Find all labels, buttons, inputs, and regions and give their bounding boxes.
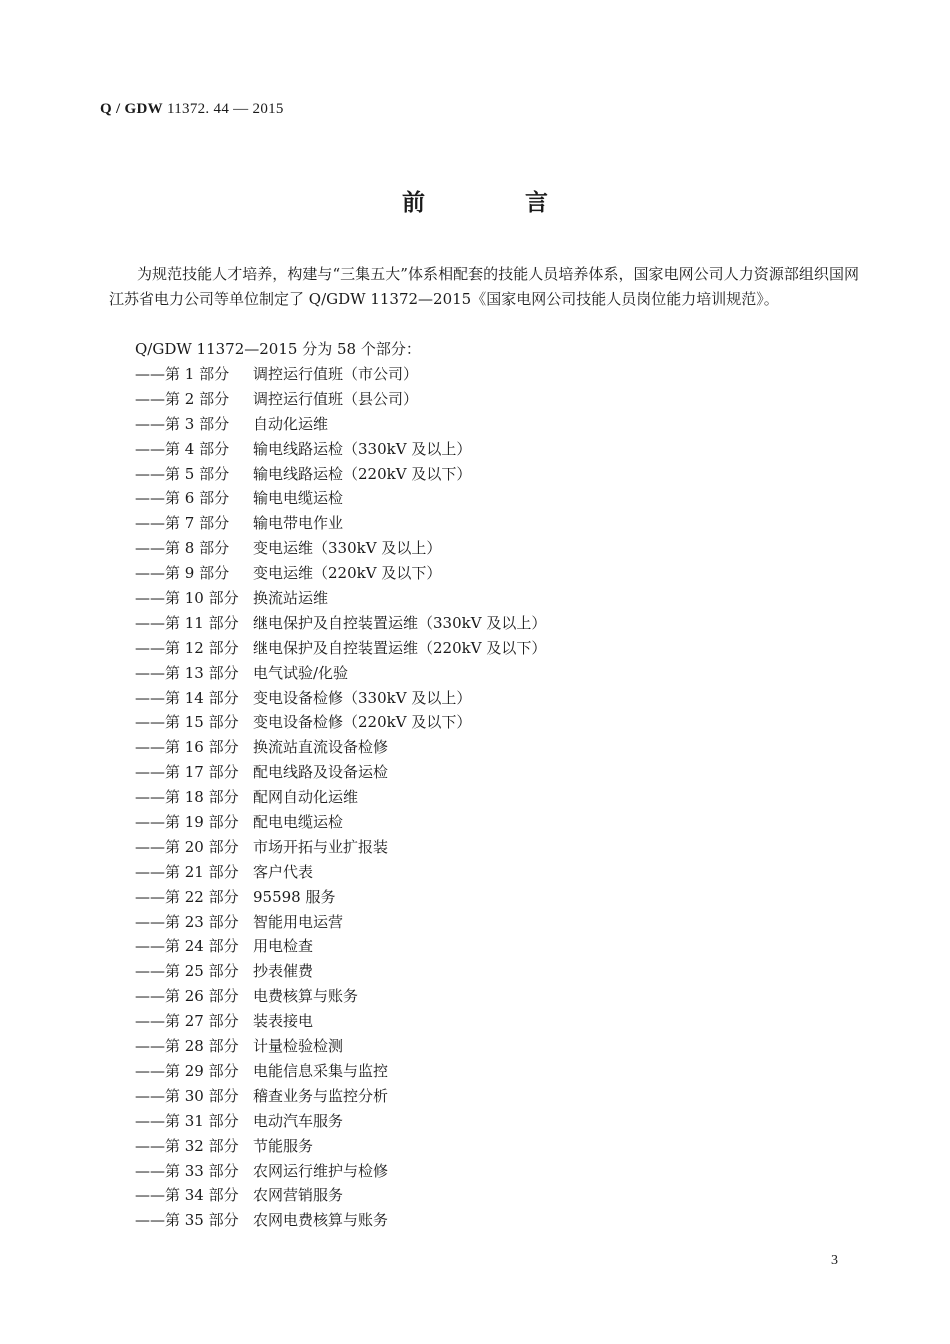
- part-number: ——第 24 部分: [135, 937, 239, 956]
- part-number: ——第 1 部分: [135, 365, 230, 383]
- part-name: 变电运维（220kV 及以下）: [253, 564, 442, 583]
- part-item: [135, 636, 546, 661]
- parts-summary: Q/GDW 11372—2015 分为 58 个部分：: [135, 340, 421, 358]
- part-item: [135, 735, 546, 760]
- part-item: [135, 437, 546, 462]
- part-name: 配网自动化运维: [253, 788, 359, 807]
- part-name: 调控运行值班（县公司）: [253, 389, 419, 408]
- part-item: [135, 959, 546, 984]
- part-name: 换流站直流设备检修: [253, 738, 389, 757]
- part-number: ——第 8 部分: [135, 539, 230, 558]
- part-item: [135, 810, 546, 835]
- part-name: 变电设备检修（220kV 及以下）: [253, 713, 472, 732]
- part-number: ——第 29 部分: [135, 1061, 239, 1080]
- part-number: ——第 32 部分: [135, 1136, 239, 1155]
- part-name: 抄表催费: [253, 962, 314, 981]
- part-number: ——第 25 部分: [135, 962, 239, 981]
- part-number: ——第 13 部分: [135, 663, 239, 682]
- part-name: 节能服务: [253, 1136, 314, 1155]
- part-item: [135, 710, 546, 735]
- part-number: ——第 6 部分: [135, 489, 230, 508]
- part-item: [135, 686, 546, 711]
- part-item: [135, 1134, 546, 1159]
- part-item: [135, 1183, 546, 1208]
- part-name: 配电线路及设备运检: [253, 763, 389, 782]
- part-name: 变电运维（330kV 及以上）: [253, 539, 442, 558]
- part-number: ——第 3 部分: [135, 414, 230, 433]
- part-number: ——第 19 部分: [135, 813, 239, 832]
- page-title: 前 言: [401, 190, 594, 216]
- part-item: [135, 1034, 546, 1059]
- part-number: ——第 12 部分: [135, 638, 239, 657]
- part-number: ——第 4 部分: [135, 439, 230, 458]
- part-number: ——第 26 部分: [135, 987, 239, 1006]
- part-item: [135, 1109, 546, 1134]
- part-item: [135, 462, 546, 487]
- part-item: [135, 1009, 546, 1034]
- part-number: ——第 9 部分: [135, 564, 230, 583]
- part-item: [135, 561, 546, 586]
- part-number: ——第 28 部分: [135, 1037, 239, 1056]
- part-number: ——第 15 部分: [135, 713, 239, 732]
- part-name: 继电保护及自控装置运维（220kV 及以下）: [253, 638, 547, 657]
- part-number: ——第 23 部分: [135, 912, 239, 931]
- part-number: ——第 5 部分: [135, 464, 230, 483]
- part-item: [135, 536, 546, 561]
- part-item: [135, 511, 546, 536]
- part-name: 变电设备检修（330kV 及以上）: [253, 688, 472, 707]
- part-number: ——第 7 部分: [135, 514, 230, 533]
- part-number: ——第 10 部分: [135, 589, 239, 608]
- part-name: 输电电缆运检: [253, 489, 344, 508]
- intro-paragraph: [109, 262, 859, 312]
- standard-prefix: Q / GDW: [100, 101, 163, 117]
- part-number: ——第 2 部分: [135, 389, 230, 408]
- part-name: 稽查业务与监控分析: [253, 1086, 389, 1105]
- part-number: ——第 35 部分: [135, 1211, 239, 1230]
- part-name: 市场开拓与业扩报装: [253, 837, 389, 856]
- part-item: [135, 412, 546, 437]
- part-name: 农网电费核算与账务: [253, 1211, 389, 1230]
- part-item: [135, 611, 546, 636]
- part-item: [135, 860, 546, 885]
- part-number: ——第 14 部分: [135, 688, 239, 707]
- part-number: ——第 33 部分: [135, 1161, 239, 1180]
- part-name: 输电线路运检（330kV 及以上）: [253, 439, 472, 458]
- part-name: 计量检验检测: [253, 1037, 344, 1056]
- part-item: [135, 785, 546, 810]
- part-name: 输电带电作业: [253, 514, 344, 533]
- part-item: [135, 910, 546, 935]
- part-item: [135, 1208, 546, 1233]
- part-name: 客户代表: [253, 862, 314, 881]
- part-name: 电气试验/化验: [253, 663, 349, 682]
- part-item: [135, 1084, 546, 1109]
- intro-text: 为规范技能人才培养，构建与“三集五大”体系相配套的技能人员培养体系，国家电网公司人力资源部组织国网江苏省电力公司等单位制定了 Q/GDW 11372—2015《国家电网公司技能人员岗位能力培训规范》。: [109, 265, 859, 308]
- part-item: [135, 760, 546, 785]
- parts-list: [135, 362, 546, 1233]
- part-item: [135, 486, 546, 511]
- part-item: [135, 1159, 546, 1184]
- standard-number: 11372. 44 — 2015: [162, 101, 284, 117]
- part-name: 调控运行值班（市公司）: [253, 365, 419, 383]
- part-number: ——第 31 部分: [135, 1111, 239, 1130]
- part-item: [135, 885, 546, 910]
- part-item: [135, 387, 546, 412]
- document-code-header: [100, 101, 284, 118]
- part-item: [135, 661, 546, 686]
- part-number: ——第 21 部分: [135, 862, 239, 881]
- part-number: ——第 20 部分: [135, 837, 239, 856]
- part-item: [135, 586, 546, 611]
- part-name: 电动汽车服务: [253, 1111, 344, 1130]
- part-name: 输电线路运检（220kV 及以下）: [253, 464, 472, 483]
- part-number: ——第 22 部分: [135, 887, 239, 906]
- part-name: 电费核算与账务: [253, 987, 359, 1006]
- part-item: [135, 984, 546, 1009]
- part-item: [135, 934, 546, 959]
- part-name: 智能用电运营: [253, 912, 344, 931]
- part-number: ——第 17 部分: [135, 763, 239, 782]
- part-item: [135, 1059, 546, 1084]
- part-name: 换流站运维: [253, 589, 329, 608]
- part-number: ——第 27 部分: [135, 1012, 239, 1031]
- part-number: ——第 34 部分: [135, 1186, 239, 1205]
- part-name: 装表接电: [253, 1012, 314, 1031]
- part-name: 电能信息采集与监控: [253, 1061, 389, 1080]
- part-item: [135, 835, 546, 860]
- part-number: ——第 16 部分: [135, 738, 239, 757]
- part-name: 农网运行维护与检修: [253, 1161, 389, 1180]
- part-number: ——第 30 部分: [135, 1086, 239, 1105]
- part-item: [135, 362, 546, 387]
- part-number: ——第 18 部分: [135, 788, 239, 807]
- part-name: 自动化运维: [253, 414, 329, 433]
- part-name: 配电电缆运检: [253, 813, 344, 832]
- page-number: 3: [831, 1253, 838, 1268]
- part-name: 农网营销服务: [253, 1186, 344, 1205]
- part-number: ——第 11 部分: [135, 613, 239, 632]
- part-name: 继电保护及自控装置运维（330kV 及以上）: [253, 613, 547, 632]
- part-name: 95598 服务: [253, 887, 336, 906]
- part-name: 用电检查: [253, 937, 314, 956]
